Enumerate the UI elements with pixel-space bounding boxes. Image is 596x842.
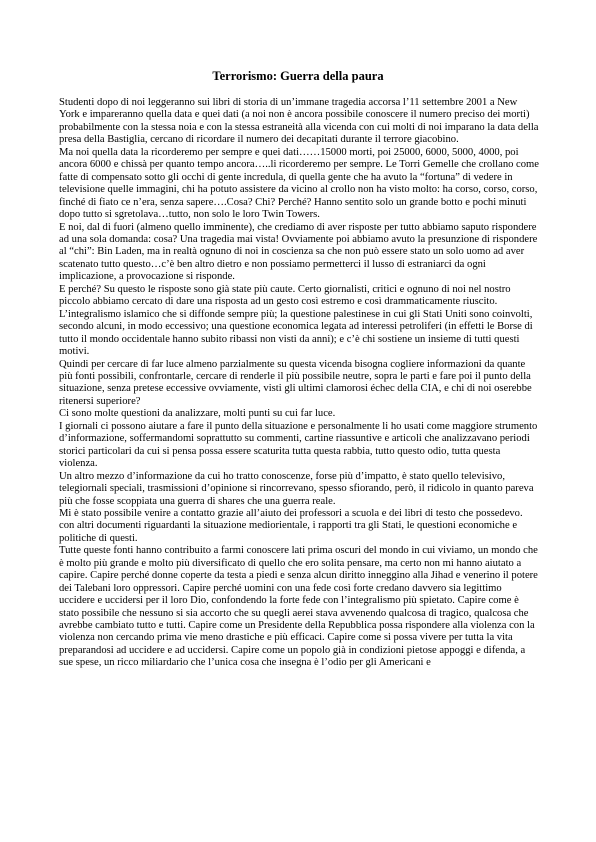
paragraph: Mi è stato possibile venire a contatto grazie all’aiuto dei professori a scuola e dei libri di testo che possedevo. con altri documenti riguardanti la situazione mediorientale, i rapporti tra gli Stati, le questioni economiche e politiche di questi. bbox=[59, 507, 523, 544]
paragraph: Quindi per cercare di far luce almeno parzialmente su questa vicenda bisogna cogliere informazioni da quante più fonti possibili, confrontarle, cercare di renderle il più possibile neutre, sopra le parti e fare poi il punto della situazione, senza pretese eccessive ovviamente, visti gli ultimi clamorosi échec della CIA, e chi di noi oserebbe ritenersi superiore? bbox=[59, 358, 532, 407]
paragraph: Tutte queste fonti hanno contribuito a farmi conoscere lati prima oscuri del mondo in cui viviamo, un mondo che è molto più grande e molto più diversificato di quello che ero solita pensare, ma certo non mi hanno aiutato a capire. Capire perché donne coperte da testa a piedi e senza alcun diritto inneggino alla Jihad e venerino il potere dei Talebani loro oppressori. Capire perché uomini con una fede così forte credano davvero sia legittimo uccidere e uccidersi per il loro Dio, confondendo la forte fede con l’integralismo più spietato. Capire come è stato possibile che nessuno si sia accorto che su quegli aerei stava avvenendo qualcosa di tragico, qualcosa che avrebbe cambiato tutto e tutti. Capire come un Presidente della Repubblica possa rispondere alla violenza con la violenza non cercando prima vie meno drastiche e più efficaci. Capire come si possa vivere per tutta la vita preparandosi ad uccidere e ad uccidersi. Capire come un popolo già in condizioni pietose appoggi e difenda, a sue spese, un ricco miliardario che l’unica cosa che insegna è l’odio per gli Americani e bbox=[59, 545, 538, 669]
paragraph: Ci sono molte questioni da analizzare, molti punti su cui far luce. bbox=[59, 408, 336, 420]
paragraph: I giornali ci possono aiutare a fare il punto della situazione e personalmente li ho usati come maggiore strumento d’informazione, soffermandomi soprattutto su commenti, cartine riassuntive e articoli che analizzavano periodi storici particolari da cui si pensa possa essere scaturita tutta questa rabbia, tutto questo odio, tutta questa violenza. bbox=[59, 420, 538, 470]
document-body bbox=[59, 97, 539, 670]
document-title: Terrorismo: Guerra della paura bbox=[212, 69, 384, 83]
paragraph: Un altro mezzo d’informazione da cui ho tratto conoscenze, forse più d’impatto, è stato quello televisivo, telegiornali speciali, trasmissioni d’opinione si rincorrevano, spesso sfiorando, però, il ridicolo in quanto pareva più che fosse scoppiata una guerra di shares che una guerra reale. bbox=[59, 470, 534, 507]
paragraph: E noi, dal di fuori (almeno quello imminente), che crediamo di aver risposte per tutto abbiamo saputo rispondere ad una sola domanda: cosa? Una tragedia mai vista! Ovviamente poi abbiamo avuto la presunzione di rispondere al “chi”: Bin Laden, ma in realtà ognuno di noi in coscienza sa che non può essere stato un solo uomo ad aver scatenato tutto questo…c’è ben altro dietro e non possiamo permetterci il lusso di estraniarci da ogni implicazione, a provocazione si risponde. bbox=[59, 221, 538, 283]
paragraph: Ma noi quella data la ricorderemo per sempre e quei dati……15000 morti, poi 25000, 6000, 5000, 4000, poi ancora 6000 e chissà per quanto tempo ancora…..li ricorderemo per sempre. Le Torri Gemelle che crollano come fatte di compensato sotto gli occhi di gente incredula, di quella gente che ha avuto la “fortuna” di vedere in televisione quelle immagini, chi ha potuto assistere da vicino al crollo non ha visto molto: ha corso, corso, corso, finché di fiato ce n’era, senza sapere….Cosa? Chi? Perché? Hanno sentito solo un grande botto e pochi minuti dopo tutto si sgretolava…tutto, non solo le loro Twin Towers. bbox=[59, 146, 539, 221]
paragraph: E perché? Su questo le risposte sono già state più caute. Certo giornalisti, critici e ognuno di noi nel nostro piccolo abbiamo cercato di dare una risposta ad un gesto così estremo e così drammaticamente riuscito. L’integralismo islamico che si diffonde sempre più; la questione palestinese in cui gli Stati Uniti sono coinvolti, secondo alcuni, in modo eccessivo; una questione economica legata ad interessi petroliferi (in effetti le Borse di tutto il mondo occidentale hanno subito ribassi non visti da anni); e c’è chi sostiene un insieme di tutti questi motivi. bbox=[59, 283, 533, 358]
paragraph: Studenti dopo di noi leggeranno sui libri di storia di un’immane tragedia accorsa l’11 settembre 2001 a New York e impareranno quella data e quei dati (a noi non è ancora possibile conoscere il numero preciso dei morti) probabilmente con la stessa noia e con la stessa estraneità alla vicenda con cui molti di noi imparano la data della presa della Bastiglia, cercano di ricordare il numero dei decapitati durante il terrore giacobino. bbox=[59, 97, 539, 146]
